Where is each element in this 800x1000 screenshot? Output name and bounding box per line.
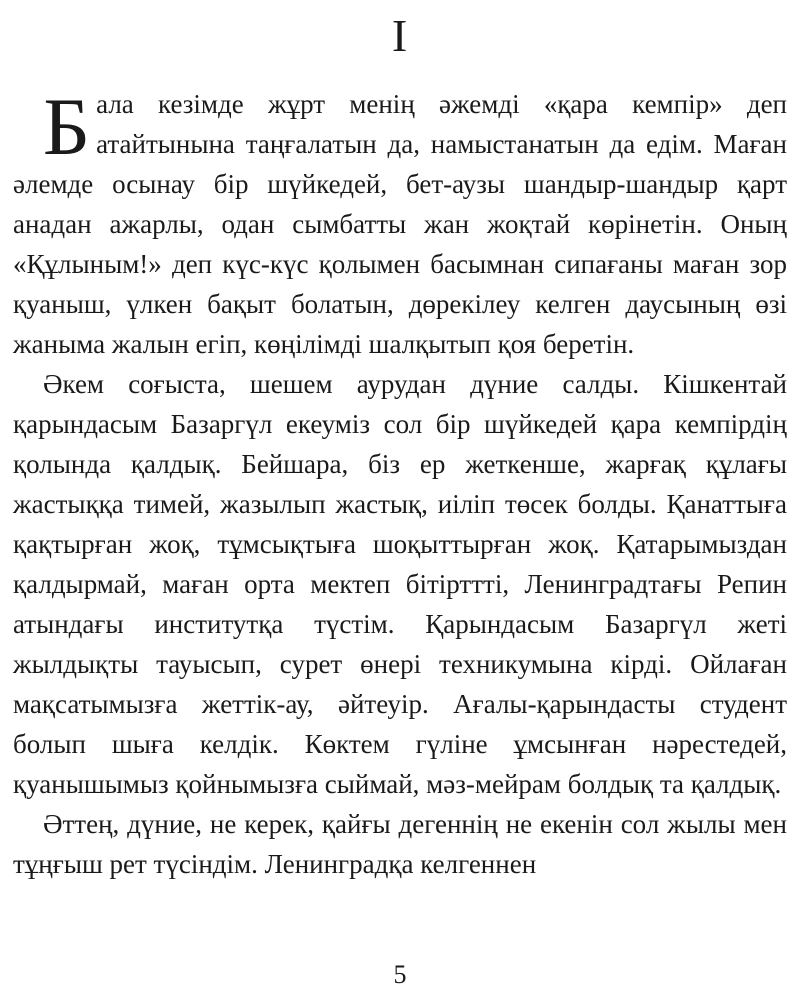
paragraph-3: Әттең, дүние, не керек, қайғы дегеннің не екенін сол жылы мен тұңғыш рет түсіндім. Ленинградқа келгеннен (13, 809, 787, 879)
chapter-heading: I (391, 10, 409, 61)
body-text (13, 81, 787, 884)
paragraph-1 (13, 81, 787, 364)
paragraph-2: Әкем соғыста, шешем аурудан дүние салды. Кішкентай қарындасым Базаргүл екеуміз сол бір шүйкедей қара кемпірдің қолында қалдық. Бейшара, біз ер жеткенше, жарғақ құлағы жастыққа тимей, жазылып жастық, иіліп төсек болды. Қанаттыға қақтырған жоқ, тұмсықтыға шоқыттырған жоқ. Қатарымыздан қалдырмай, маған орта мектеп бітірттті, Ленинградтағы Репин атындағы институтқа түстім. Қарындасым Базаргүл жеті жылдықты тауысып, сурет өнері техникумына кірді. Ойлаған мақсатымызға жеттік-ау, әйтеуір. Ағалы-қарындасты студент болып шыға келдік. Көктем гүліне ұмсынған нәрестедей, қуанышымыз қойнымызға сыймай, мәз-мейрам болдық та қалдық. (13, 369, 787, 799)
page-number: 5 (393, 960, 407, 989)
drop-cap: Б (43, 81, 91, 172)
paragraph-1-text: ала кезімде жұрт менің әжемді «қара кемпір» деп атайтынына таңғалатын да, намыстанатын да едім. Маған әлемде осынау бір шүйкедей, бет-аузы шандыр-шандыр қарт анадан ажарлы, одан сымбатты жан жоқтай көрінетін. Оның «Құлыным!» деп күс-күс қолымен басымнан сипағаны маған зор қуаныш, үлкен бақыт болатын, дөрекілеу келген даусының өзі жаныма жалын егіп, көңілімді шалқытып қоя беретін. (13, 89, 787, 359)
